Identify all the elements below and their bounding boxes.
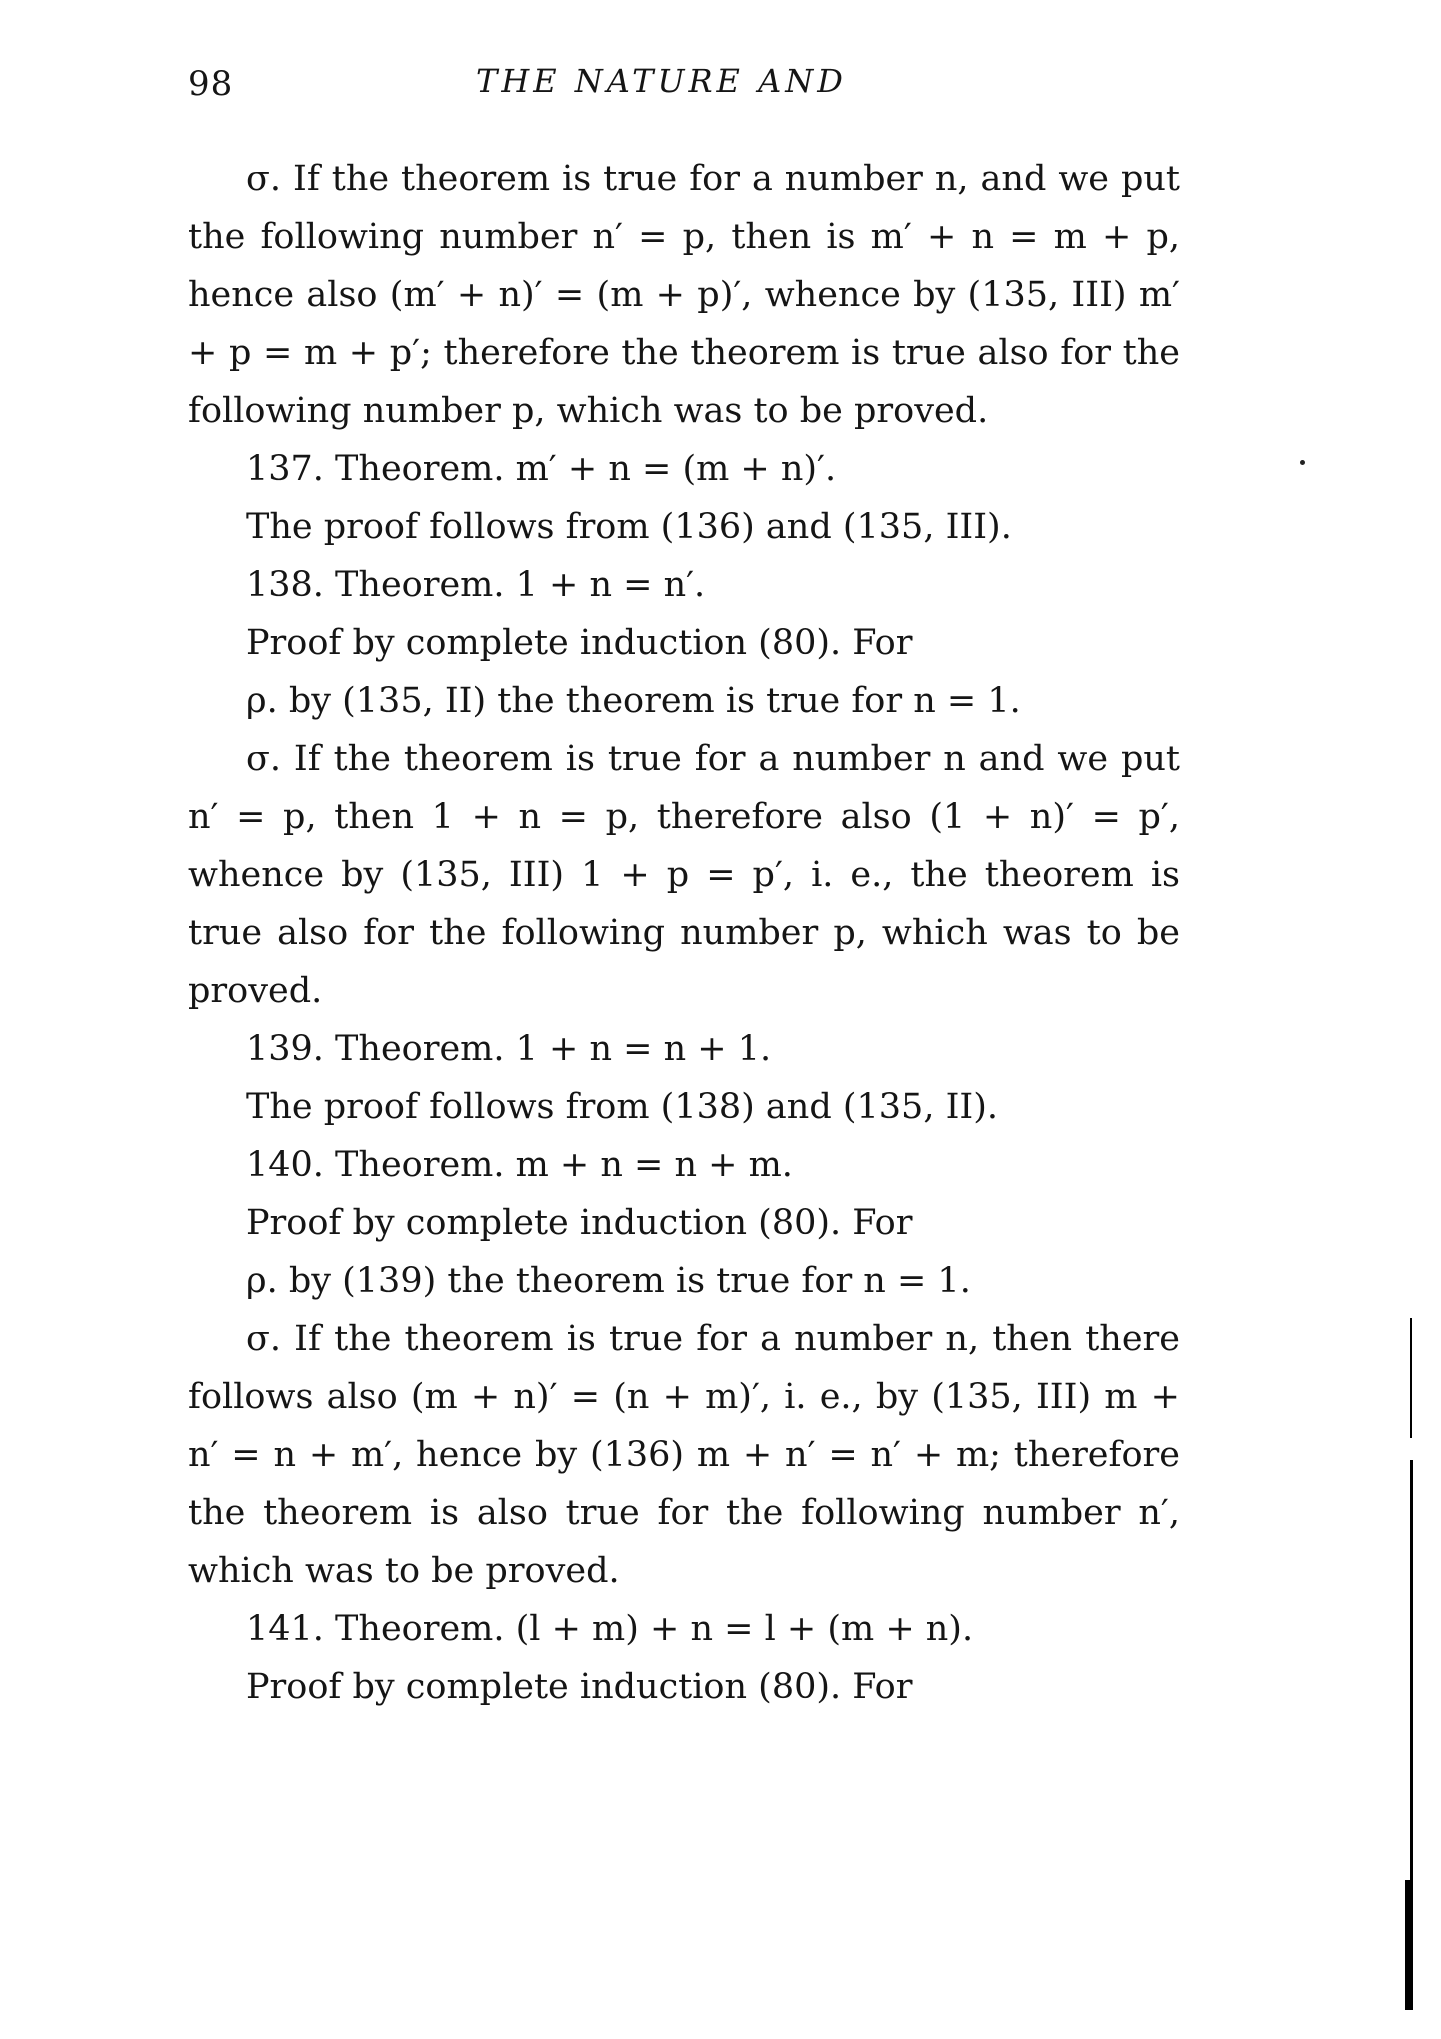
paragraph-rho-140: ρ. by (139) the theorem is true for n = 1. (246, 1261, 971, 1301)
paragraph-sigma-140: σ. If the theorem is true for a number n, then there follows also (m + n)′ = (n + m)′, i. e., by (135, III) m + n′ = n + m′, hence by (136) m + n′ = n′ + m; therefore the theorem is also true for the following number n′, which was to be proved. (188, 1319, 1180, 1591)
running-title: THE NATURE AND (476, 62, 847, 100)
binding-edge-line (1410, 1460, 1413, 1880)
theorem-138: 138. Theorem. 1 + n = n′. (246, 565, 706, 605)
paragraph-sigma-138: σ. If the theorem is true for a number n and we put n′ = p, then 1 + n = p, therefore also (1 + n)′ = p′, whence by (135, III) 1 + p = p′, i. e., the theorem is true also for the following number p, which was to be proved. (188, 739, 1180, 1011)
paragraph-sigma-136: σ. If the theorem is true for a number n, and we put the following number n′ = p, then is m′ + n = m + p, hence also (m′ + n)′ = (m + p)′, whence by (135, III) m′ + p = m + p′; therefore the theorem is true also for the following number p, which was to be proved. (188, 159, 1180, 431)
proof-137: The proof follows from (136) and (135, III). (246, 507, 1012, 547)
paragraph-rho-138: ρ. by (135, II) the theorem is true for n = 1. (246, 681, 1021, 721)
page-number: 98 (188, 64, 234, 104)
binding-edge-bar (1405, 1880, 1413, 2010)
body-text (188, 150, 1180, 1716)
theorem-140: 140. Theorem. m + n = n + m. (246, 1145, 793, 1185)
theorem-137: 137. Theorem. m′ + n = (m + n)′. (246, 449, 837, 489)
binding-edge-line (1410, 1318, 1412, 1438)
theorem-141: 141. Theorem. (l + m) + n = l + (m + n). (246, 1609, 974, 1649)
proof-intro-141: Proof by complete induction (80). For (246, 1667, 913, 1707)
theorem-139: 139. Theorem. 1 + n = n + 1. (246, 1029, 772, 1069)
proof-139: The proof follows from (138) and (135, II). (246, 1087, 999, 1127)
proof-intro-138: Proof by complete induction (80). For (246, 623, 913, 663)
proof-intro-140: Proof by complete induction (80). For (246, 1203, 913, 1243)
scan-speck (1300, 460, 1305, 465)
